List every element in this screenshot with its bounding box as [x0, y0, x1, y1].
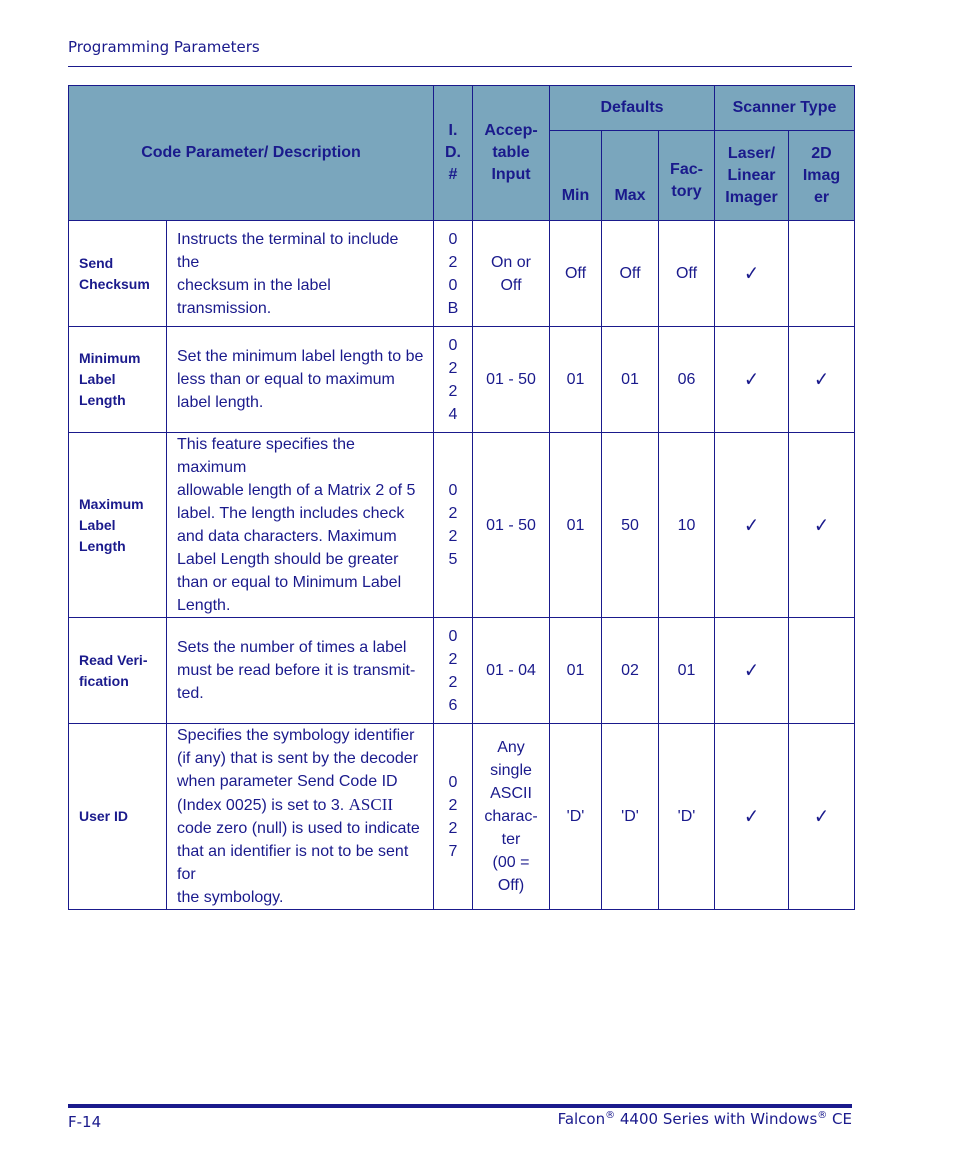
imager-2d-check-icon: ✓ [789, 724, 855, 910]
desc-line: Specifies the symbology identifier [177, 727, 415, 744]
header-factory-line: tory [671, 182, 702, 200]
header-scanner-type: Scanner Type [715, 86, 855, 131]
id-char: B [447, 299, 459, 317]
desc-line: and data characters. Maximum [177, 528, 397, 545]
imager-2d-check-icon [789, 221, 855, 327]
parameter-id [434, 618, 473, 724]
id-char: 2 [448, 359, 458, 377]
input-line: (00 = [492, 854, 530, 871]
input-line: Any [497, 739, 525, 756]
header-id [434, 86, 473, 221]
default-factory: 01 [659, 618, 715, 724]
input-line: single [490, 762, 532, 779]
desc-line: (Index 0025) is set to 3. [177, 797, 345, 814]
default-max: Off [602, 221, 659, 327]
desc-line: (if any) that is sent by the decoder [177, 750, 419, 767]
desc-line: that an identifier is not to be sent for [177, 843, 409, 883]
default-factory: Off [659, 221, 715, 327]
laser-check-icon: ✓ [715, 618, 789, 724]
desc-line: This feature specifies the maximum [177, 436, 355, 476]
desc-line: Length. [177, 597, 231, 614]
acceptable-input [473, 221, 550, 327]
parameter-name [69, 724, 167, 910]
parameter-name [69, 327, 167, 433]
id-char: 2 [448, 796, 458, 814]
id-char: 2 [448, 382, 458, 400]
desc-line: less than or equal to maximum [177, 371, 395, 388]
input-line: 01 - 50 [486, 371, 536, 388]
desc-line: allowable length of a Matrix 2 of 5 [177, 482, 416, 499]
input-line: 01 - 50 [486, 516, 536, 534]
default-min: 'D' [550, 724, 602, 910]
header-factory-line: Fac- [670, 160, 703, 178]
name-line: Length [79, 392, 126, 408]
id-char: 2 [448, 528, 458, 545]
default-max: 02 [602, 618, 659, 724]
default-min: Off [550, 221, 602, 327]
footer-divider [68, 1104, 852, 1108]
desc-line: label length. [177, 394, 264, 411]
desc-line: checksum in the label transmission. [177, 276, 331, 317]
table-row [69, 724, 855, 910]
input-line: 01 - 04 [486, 662, 536, 679]
name-line: Minimum [79, 350, 141, 366]
desc-line: ted. [177, 685, 204, 702]
id-char: 2 [448, 819, 458, 837]
header-2d-line: Imag [802, 166, 841, 184]
name-line: Label [79, 371, 116, 387]
desc-line: Label Length should be greater [177, 551, 399, 568]
id-char: 2 [448, 253, 458, 271]
imager-2d-check-icon: ✓ [789, 327, 855, 433]
desc-line: than or equal to Minimum Label [177, 574, 402, 591]
desc-line: Set the minimum label length to be [177, 348, 424, 365]
desc-line: the symbology. [177, 889, 284, 906]
name-line: User ID [79, 808, 129, 824]
header-id-line: I. [448, 122, 458, 139]
acceptable-input [473, 327, 550, 433]
footer-product-c: CE [827, 1110, 852, 1128]
desc-serif-word: ASCII [348, 795, 394, 814]
parameter-name [69, 221, 167, 327]
id-char: 5 [448, 551, 458, 568]
parameter-id [434, 221, 473, 327]
laser-check-icon: ✓ [715, 433, 789, 618]
id-char: 0 [448, 276, 458, 294]
header-input-line: Accep- [484, 122, 538, 139]
header-max: Max [602, 131, 659, 221]
header-defaults: Defaults [550, 86, 715, 131]
desc-line: Sets the number of times a label [177, 639, 407, 656]
table-row [69, 327, 855, 433]
id-char: 4 [448, 405, 458, 423]
parameter-description [167, 724, 434, 910]
default-factory: 'D' [659, 724, 715, 910]
header-2d-imager [789, 131, 855, 221]
default-factory: 06 [659, 327, 715, 433]
imager-2d-check-icon: ✓ [789, 433, 855, 618]
header-laser-line: Imager [725, 188, 778, 206]
id-char: 0 [448, 773, 458, 791]
input-line: ter [501, 831, 521, 848]
id-char: 0 [448, 627, 458, 645]
parameter-name [69, 618, 167, 724]
parameter-description [167, 221, 434, 327]
imager-2d-check-icon [789, 618, 855, 724]
header-laser-line: Laser/ [727, 144, 776, 162]
parameter-description [167, 618, 434, 724]
id-char: 0 [448, 482, 458, 499]
default-max: 01 [602, 327, 659, 433]
parameter-table [68, 85, 855, 910]
input-line: ASCII [490, 785, 532, 802]
desc-line: must be read before it is transmit- [177, 662, 416, 679]
header-input-line: Input [491, 166, 531, 183]
footer-product-title [558, 1110, 852, 1128]
parameter-id [434, 433, 473, 618]
default-min: 01 [550, 433, 602, 618]
name-line: Length [79, 537, 126, 554]
default-factory: 10 [659, 433, 715, 618]
desc-line: Instructs the terminal to include the [177, 230, 399, 271]
parameter-description [167, 433, 434, 618]
laser-check-icon: ✓ [715, 221, 789, 327]
table-row [69, 618, 855, 724]
header-input-line: table [492, 144, 530, 161]
table-row [69, 433, 855, 618]
id-char: 2 [448, 505, 458, 522]
acceptable-input [473, 433, 550, 618]
parameter-name [69, 433, 167, 618]
id-char: 0 [448, 230, 458, 248]
footer-product-a: Falcon [557, 1110, 606, 1128]
header-id-line: D. [445, 144, 461, 161]
default-max: 50 [602, 433, 659, 618]
acceptable-input [473, 618, 550, 724]
header-laser [715, 131, 789, 221]
default-max: 'D' [602, 724, 659, 910]
header-factory [659, 131, 715, 221]
registered-mark: ® [605, 1110, 616, 1121]
id-char: 0 [448, 336, 458, 354]
name-line: Send [79, 254, 114, 271]
desc-line: when parameter Send Code ID [177, 773, 398, 790]
laser-check-icon: ✓ [715, 327, 789, 433]
header-2d-line: er [813, 188, 830, 206]
name-line: fication [79, 672, 129, 689]
header-laser-line: Linear [727, 166, 776, 184]
id-char: 2 [448, 650, 458, 668]
header-code-parameter: Code Parameter/ Description [69, 86, 434, 221]
name-line: Checksum [79, 275, 150, 292]
parameter-description [167, 327, 434, 433]
footer-product-b: 4400 Series with Windows [615, 1110, 818, 1128]
default-min: 01 [550, 327, 602, 433]
parameter-id [434, 327, 473, 433]
registered-mark: ® [817, 1110, 828, 1121]
header-2d-line: 2D [811, 144, 832, 162]
input-line: charac- [484, 808, 538, 825]
name-line: Read Veri- [79, 651, 148, 668]
name-line: Maximum [79, 495, 144, 512]
name-line: Label [79, 516, 116, 533]
id-char: 6 [448, 696, 458, 714]
parameter-id [434, 724, 473, 910]
header-acceptable-input [473, 86, 550, 221]
desc-line: label. The length includes check [177, 505, 405, 522]
acceptable-input [473, 724, 550, 910]
input-line: Off) [497, 877, 525, 894]
default-min: 01 [550, 618, 602, 724]
table-row [69, 221, 855, 327]
page-header-title: Programming Parameters [68, 38, 260, 56]
id-char: 2 [448, 673, 458, 691]
input-line: On or [490, 253, 531, 271]
header-id-line: # [448, 166, 458, 183]
id-char: 7 [448, 842, 458, 860]
desc-line: code zero (null) is used to indicate [177, 820, 420, 837]
header-divider [68, 66, 852, 67]
page-number: F-14 [68, 1113, 102, 1131]
header-min: Min [550, 131, 602, 221]
input-line: Off [500, 276, 522, 294]
laser-check-icon: ✓ [715, 724, 789, 910]
